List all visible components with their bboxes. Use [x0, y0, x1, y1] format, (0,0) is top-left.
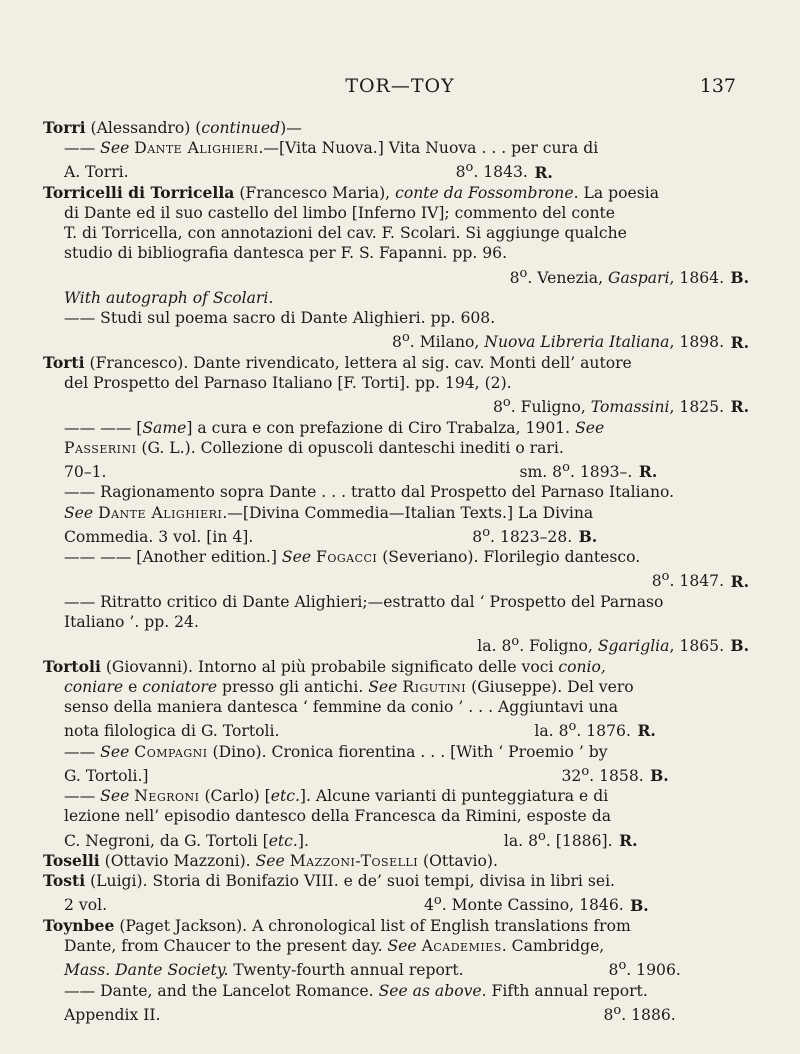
catalogue-line: C. Negroni, da G. Tortoli [etc.]. la. 8$^o$. [1886]. R.: [64, 828, 638, 850]
catalogue-line: Tortoli (Giovanni). Intorno al più probabile significato delle voci conio,: [43, 656, 606, 676]
catalogue-entries: [43, 118, 755, 1025]
catalogue-line: T. di Torricella, con annotazioni del cav. F. Scolari. Si aggiunge qualche: [64, 224, 627, 243]
catalogue-line: Torricelli di Torricella (Francesco Maria), conte da Fossombrone. La poesia: [43, 182, 659, 202]
catalogue-line: coniare e coniatore presso gli antichi. See Rigutini (Giuseppe). Del vero: [64, 677, 634, 696]
catalogue-line: 8$^o$. Fuligno, Tomassini, 1825. R.: [492, 395, 749, 417]
catalogue-line: —— See Compagni (Dino). Cronica fiorentina . . . [With ‘ Proemio ’ by: [64, 742, 608, 761]
catalogue-line: studio di bibliografia dantesca per F. S. Fapanni. pp. 96.: [64, 244, 508, 263]
catalogue-line: Toselli (Ottavio Mazzoni). See Mazzoni-Toselli (Ottavio).: [43, 850, 498, 870]
catalogue-line: —— See Negroni (Carlo) [etc.]. Alcune varianti di punteggiatura e di: [64, 787, 609, 806]
catalogue-line: A. Torri. 8$^o$. 1843. R.: [64, 160, 553, 182]
catalogue-line: —— See Dante Alighieri.—[Vita Nuova.] Vita Nuova . . . per cura di: [64, 139, 599, 158]
catalogue-line: Toynbee (Paget Jackson). A chronological list of English translations from: [43, 915, 631, 935]
catalogue-line: 2 vol. 4$^o$. Monte Cassino, 1846. B.: [64, 893, 649, 915]
catalogue-line: 8$^o$. Venezia, Gaspari, 1864. B.: [509, 265, 749, 287]
running-head: TOR—TOY: [345, 75, 455, 97]
catalogue-line: Passerini (G. L.). Collezione di opuscoli danteschi inediti o rari.: [64, 438, 564, 457]
page-header: [0, 75, 800, 105]
catalogue-line: Italiano ’. pp. 24.: [64, 612, 199, 631]
catalogue-line: di Dante ed il suo castello del limbo [Inferno IV]; commento del conte: [64, 204, 616, 222]
catalogue-line: Torti (Francesco). Dante rivendicato, lettera al sig. cav. Monti dell’ autore: [43, 352, 632, 372]
catalogue-line: —— Ritratto critico di Dante Alighieri;—estratto dal ‘ Prospetto del Parnaso: [64, 592, 664, 611]
catalogue-line: del Prospetto del Parnaso Italiano [F. Torti]. pp. 194, (2).: [64, 374, 512, 392]
catalogue-line: —— —— [Same] a cura e con prefazione di Ciro Trabalza, 1901. See: [64, 418, 605, 437]
catalogue-line: 8$^o$. 1847. R.: [651, 569, 749, 591]
catalogue-line: la. 8$^o$. Foligno, Sgariglia, 1865. B.: [477, 634, 749, 656]
catalogue-line: Dante, from Chaucer to the present day. See Academies. Cambridge,: [64, 936, 605, 955]
page-number: 137: [699, 75, 736, 97]
catalogue-line: With autograph of Scolari.: [64, 289, 274, 307]
catalogue-line: G. Tortoli.] 32$^o$. 1858. B.: [64, 763, 669, 785]
catalogue-line: 8$^o$. Milano, Nuova Libreria Italiana, 1898. R.: [392, 330, 749, 352]
catalogue-line: —— Ragionamento sopra Dante . . . tratto dal Prospetto del Parnaso Italiano.: [64, 483, 675, 502]
catalogue-line: Appendix II. 8$^o$. 1886.: [64, 1002, 676, 1024]
catalogue-line: Tosti (Luigi). Storia di Bonifazio VIII. e de’ suoi tempi, divisa in libri sei.: [43, 871, 616, 891]
catalogue-line: —— Studi sul poema sacro di Dante Alighieri. pp. 608.: [64, 309, 496, 328]
catalogue-line: Torri (Alessandro) (continued)—: [43, 118, 302, 137]
catalogue-line: lezione nell’ episodio dantesco della Francesca da Rimini, esposte da: [64, 807, 612, 826]
catalogue-line: nota filologica di G. Tortoli. la. 8$^o$. 1876. R.: [64, 719, 656, 741]
catalogue-line: —— Dante, and the Lancelot Romance. See as above. Fifth annual report.: [64, 981, 648, 1000]
catalogue-line: Mass. Dante Society. Twenty-fourth annual report. 8$^o$. 1906.: [64, 958, 681, 980]
catalogue-line: —— —— [Another edition.] See Fogacci (Severiano). Florilegio dantesco.: [64, 548, 641, 567]
catalogue-line: See Dante Alighieri.—[Divina Commedia—Italian Texts.] La Divina: [64, 503, 594, 522]
catalogue-line: 70–1. sm. 8$^o$. 1893–. R.: [64, 460, 658, 482]
catalogue-line: Commedia. 3 vol. [in 4]. 8$^o$. 1823–28. B.: [64, 524, 598, 546]
catalogue-line: senso della maniera dantesca ‘ femmine da conio ’ . . . Aggiuntavi una: [64, 697, 619, 716]
